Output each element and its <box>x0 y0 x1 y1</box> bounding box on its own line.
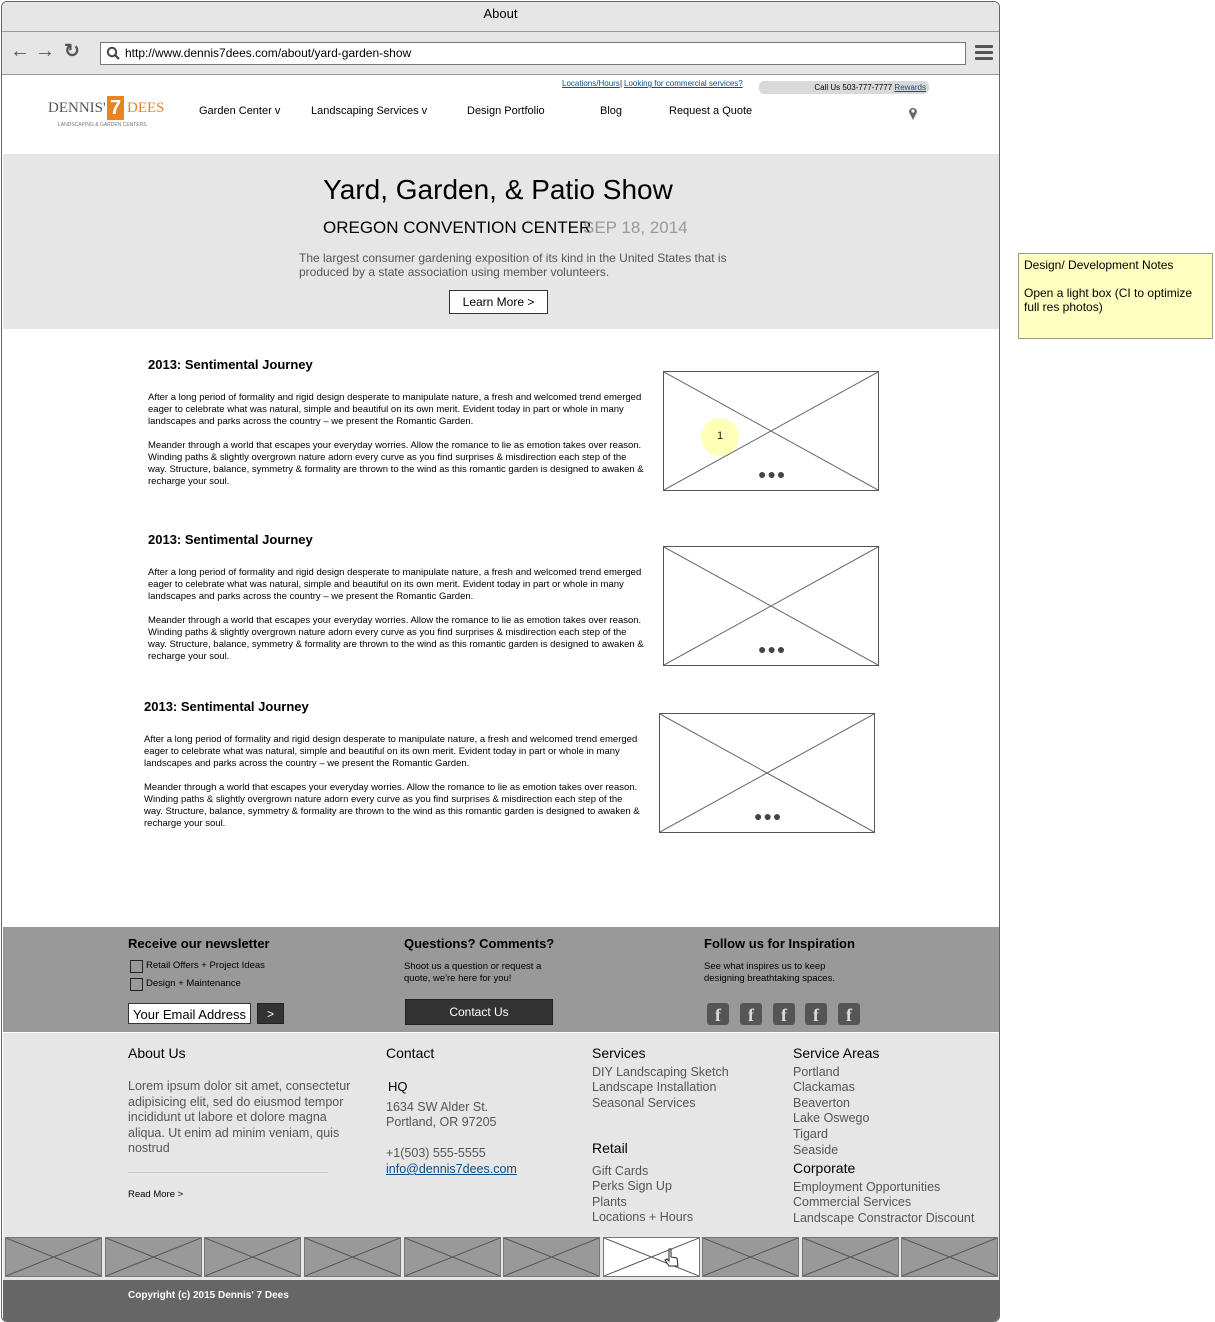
contact-email-link[interactable]: info@dennis7dees.com <box>386 1162 517 1176</box>
copyright-text: Copyright (c) 2015 Dennis' 7 Dees <box>128 1290 289 1301</box>
thumbnail[interactable] <box>204 1237 301 1277</box>
article-image-placeholder[interactable] <box>663 546 879 666</box>
services-link[interactable]: DIY Landscaping Sketch <box>592 1065 729 1079</box>
corporate-heading: Corporate <box>793 1160 856 1176</box>
footer-links <box>3 1033 1000 1233</box>
contact-us-button[interactable]: Contact Us <box>405 999 553 1025</box>
more-dots-icon[interactable]: ●●● <box>758 641 787 657</box>
nav-landscaping-services[interactable]: Landscaping Services v <box>311 105 428 117</box>
thumbnail[interactable] <box>5 1237 102 1277</box>
logo-dees: DEES <box>127 100 165 116</box>
thumbnail[interactable] <box>404 1237 501 1277</box>
checkbox-label: Retail Offers + Project Ideas <box>146 960 265 971</box>
design-note <box>1018 253 1213 339</box>
url-text: http://www.dennis7dees.com/about/yard-garden-show <box>125 46 412 60</box>
window-title: About <box>2 2 999 32</box>
contact-phone: +1(503) 555-5555 <box>386 1146 486 1160</box>
call-us-text: Call Us 503-777-7777 <box>814 83 893 92</box>
corporate-link[interactable]: Commercial Services <box>793 1195 912 1209</box>
hero-description: The largest consumer gardening exposition of its kind in the United States that is produced by a state association using member volunteers. <box>299 251 727 279</box>
service-area-link[interactable]: Lake Oswego <box>793 1111 870 1125</box>
contact-address-line2: Portland, OR 97205 <box>386 1115 497 1129</box>
thumbnail[interactable] <box>105 1237 202 1277</box>
about-heading: About Us <box>128 1045 186 1061</box>
location-pin-icon[interactable] <box>908 106 918 121</box>
thumbnail[interactable] <box>802 1237 899 1277</box>
retail-link[interactable]: Plants <box>592 1195 627 1209</box>
service-area-link[interactable]: Clackamas <box>793 1080 855 1094</box>
rewards-link[interactable]: Rewards <box>894 83 926 92</box>
questions-heading: Questions? Comments? <box>404 936 555 951</box>
facebook-icon[interactable]: f <box>740 1003 762 1025</box>
article-paragraph: Meander through a world that escapes your everyday worries. Allow the romance to lie as emotion takes over reason. Winding paths & slightly overgrown nature adorn every curve as you find surprises & misdirection each step of the way. Structure, balance, symmetry & formality are thrown to the wind as this romantic garden is designed to awaken & recharge your soul. <box>148 440 644 487</box>
services-link[interactable]: Seasonal Services <box>592 1096 696 1110</box>
service-area-link[interactable]: Seaside <box>793 1143 839 1157</box>
nav-request-quote[interactable]: Request a Quote <box>669 105 753 117</box>
article-image-placeholder[interactable] <box>659 713 875 833</box>
corporate-link[interactable]: Employment Opportunities <box>793 1180 941 1194</box>
follow-text: See what inspires us to keep designing breathtaking spaces. <box>704 961 835 984</box>
annotation-marker: 1 <box>701 418 739 456</box>
services-link[interactable]: Landscape Installation <box>592 1080 717 1094</box>
nav-garden-center[interactable]: Garden Center v <box>199 105 281 117</box>
email-input[interactable]: Your Email Address <box>128 1003 251 1024</box>
article-title: 2013: Sentimental Journey <box>148 357 313 372</box>
footer-top <box>3 927 1000 1032</box>
header-separator: | <box>620 79 623 88</box>
thumbnail[interactable] <box>702 1237 799 1277</box>
article-paragraph: After a long period of formality and rigid design desperate to manipulate nature, a fresh and welcomed trend emerged eager to celebrate what was natural, simple and beautiful on its own merit. Evident today in part or whole in many landscapes and parks across the country – we present the Romantic Garden. <box>148 567 642 602</box>
thumbnail[interactable] <box>503 1237 600 1277</box>
article-title: 2013: Sentimental Journey <box>148 532 313 547</box>
thumbnail[interactable] <box>304 1237 401 1277</box>
article-paragraph: Meander through a world that escapes your everyday worries. Allow the romance to lie as emotion takes over reason. Winding paths & slightly overgrown nature adorn every curve as you find surprises & misdirection each step of the way. Structure, balance, symmetry & formality are thrown to the wind as this romantic garden is designed to awaken & recharge your soul. <box>144 782 640 829</box>
design-note-title: Design/ Development Notes <box>1024 258 1174 272</box>
facebook-icon[interactable]: f <box>838 1003 860 1025</box>
site-logo[interactable] <box>48 96 166 132</box>
service-area-link[interactable]: Beaverton <box>793 1096 850 1110</box>
retail-link[interactable]: Locations + Hours <box>592 1210 694 1224</box>
nav-design-portfolio[interactable]: Design Portfolio <box>467 105 545 117</box>
checkbox-label: Design + Maintenance <box>146 978 241 989</box>
contact-hq: HQ <box>388 1079 408 1094</box>
questions-text: Shoot us a question or request a quote, we're here for you! <box>404 961 542 984</box>
facebook-icon[interactable]: f <box>805 1003 827 1025</box>
commercial-services-link[interactable]: Looking for commercial services? <box>624 79 743 88</box>
thumbnail-strip <box>3 1233 1000 1280</box>
logo-subtitle: LANDSCAPING & GARDEN CENTERS <box>58 122 147 128</box>
article-paragraph: After a long period of formality and rigid design desperate to manipulate nature, a fresh and welcomed trend emerged eager to celebrate what was natural, simple and beautiful on its own merit. Evident today in part or whole in many landscapes and parks across the country – we present the Romantic Garden. <box>148 392 642 427</box>
logo-text: DENNIS' <box>48 100 106 116</box>
browser-toolbar <box>2 32 999 75</box>
nav-blog[interactable]: Blog <box>600 105 623 117</box>
services-heading: Services <box>592 1045 646 1061</box>
newsletter-heading: Receive our newsletter <box>128 936 270 951</box>
contact-heading: Contact <box>386 1045 435 1061</box>
about-divider <box>128 1172 328 1173</box>
hero-title: Yard, Garden, & Patio Show <box>323 174 673 205</box>
about-text: Lorem ipsum dolor sit amet, consectetur adipisicing elit, sed do eiusmod tempor incididunt ut labore et dolore magna aliqua. Ut enim ad minim veniam, quis nostrud <box>128 1079 351 1155</box>
logo-seven: 7 <box>107 96 124 120</box>
retail-heading: Retail <box>592 1140 628 1156</box>
hero-banner <box>3 154 1000 329</box>
facebook-icon[interactable]: f <box>707 1003 729 1025</box>
service-areas-heading: Service Areas <box>793 1045 880 1061</box>
learn-more-button[interactable]: Learn More > <box>449 290 548 314</box>
article-image-placeholder[interactable] <box>663 371 879 491</box>
locations-hours-link[interactable]: Locations/Hours <box>562 79 620 88</box>
design-note-body: Open a light box (CI to optimize full res photos) <box>1024 286 1193 314</box>
call-us-bar <box>759 81 929 94</box>
browser-menu-icon[interactable] <box>975 45 993 61</box>
hero-venue: OREGON CONVENTION CENTER <box>323 218 592 237</box>
article-paragraph: After a long period of formality and rigid design desperate to manipulate nature, a fresh and welcomed trend emerged eager to celebrate what was natural, simple and beautiful on its own merit. Evident today in part or whole in many landscapes and parks across the country – we present the Romantic Garden. <box>144 734 638 769</box>
follow-heading: Follow us for Inspiration <box>704 936 855 951</box>
search-icon <box>106 46 120 60</box>
copyright-bar <box>3 1280 1000 1322</box>
more-dots-icon[interactable]: ●●● <box>758 466 787 482</box>
service-area-link[interactable]: Portland <box>793 1065 840 1079</box>
thumbnail[interactable] <box>901 1237 998 1277</box>
read-more-link[interactable]: Read More > <box>128 1189 184 1200</box>
email-submit-button[interactable]: > <box>257 1003 284 1024</box>
service-area-link[interactable]: Tigard <box>793 1127 828 1141</box>
corporate-link[interactable]: Landscape Constractor Discount <box>793 1211 975 1225</box>
retail-link[interactable]: Perks Sign Up <box>592 1179 672 1193</box>
contact-address-line1: 1634 SW Alder St. <box>386 1100 489 1114</box>
hand-pointer-icon <box>664 1248 680 1268</box>
browser-window <box>1 1 1000 1322</box>
thumbnail-selected[interactable] <box>603 1237 700 1277</box>
reload-icon[interactable]: ↻ <box>64 41 80 62</box>
hero-date: SEP 18, 2014 <box>583 218 688 237</box>
article-title: 2013: Sentimental Journey <box>144 699 309 714</box>
forward-arrow-icon[interactable]: → <box>35 40 55 62</box>
more-dots-icon[interactable]: ●●● <box>754 808 783 824</box>
address-bar[interactable] <box>100 42 966 65</box>
article-paragraph: Meander through a world that escapes your everyday worries. Allow the romance to lie as emotion takes over reason. Winding paths & slightly overgrown nature adorn every curve as you find surprises & misdirection each step of the way. Structure, balance, symmetry & formality are thrown to the wind as this romantic garden is designed to awaken & recharge your soul. <box>148 615 644 662</box>
facebook-icon[interactable]: f <box>773 1003 795 1025</box>
newsletter-checkbox-retail[interactable] <box>130 960 143 973</box>
back-arrow-icon[interactable]: ← <box>10 40 30 62</box>
newsletter-checkbox-design[interactable] <box>130 978 143 991</box>
retail-link[interactable]: Gift Cards <box>592 1164 649 1178</box>
